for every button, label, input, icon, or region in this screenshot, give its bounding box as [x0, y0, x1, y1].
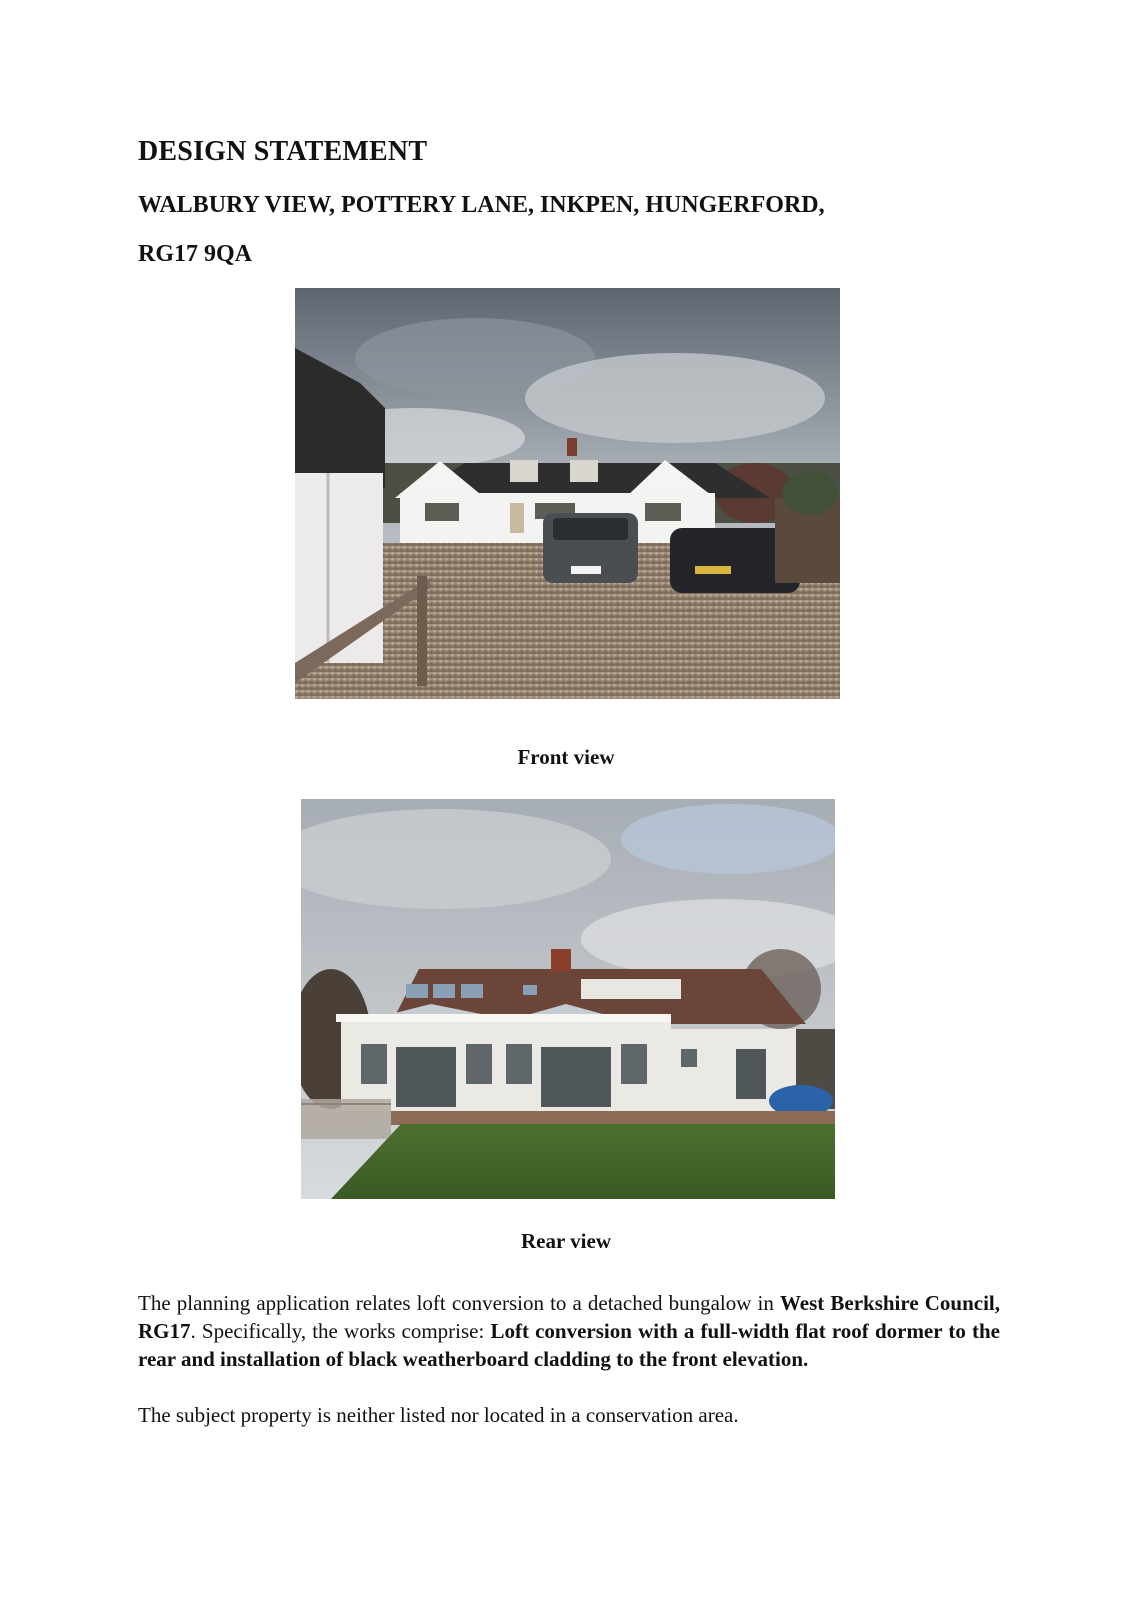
- rear-view-photo: [301, 799, 835, 1199]
- works-summary: Loft conversion with a full-width flat roof dormer to the rear and installation of black weatherboard cladding to the front elevation.: [138, 1319, 1000, 1371]
- council-name: West Berkshire Council, RG17: [138, 1291, 1000, 1343]
- front-view-photo: [295, 288, 840, 699]
- address-line-1: WALBURY VIEW, POTTERY LANE, INKPEN, HUNGERFORD,: [138, 192, 825, 218]
- paragraph-text: The planning application relates loft conversion to a detached bungalow in: [138, 1291, 780, 1315]
- conservation-paragraph: The subject property is neither listed nor located in a conservation area.: [138, 1403, 739, 1427]
- document-title: DESIGN STATEMENT: [138, 136, 428, 167]
- front-view-caption: Front view: [517, 745, 615, 769]
- rear-view-caption: Rear view: [521, 1229, 611, 1253]
- address-line-2: RG17 9QA: [138, 241, 252, 267]
- description-paragraph: [138, 1289, 1000, 1373]
- paragraph-text: . Specifically, the works comprise:: [190, 1319, 491, 1343]
